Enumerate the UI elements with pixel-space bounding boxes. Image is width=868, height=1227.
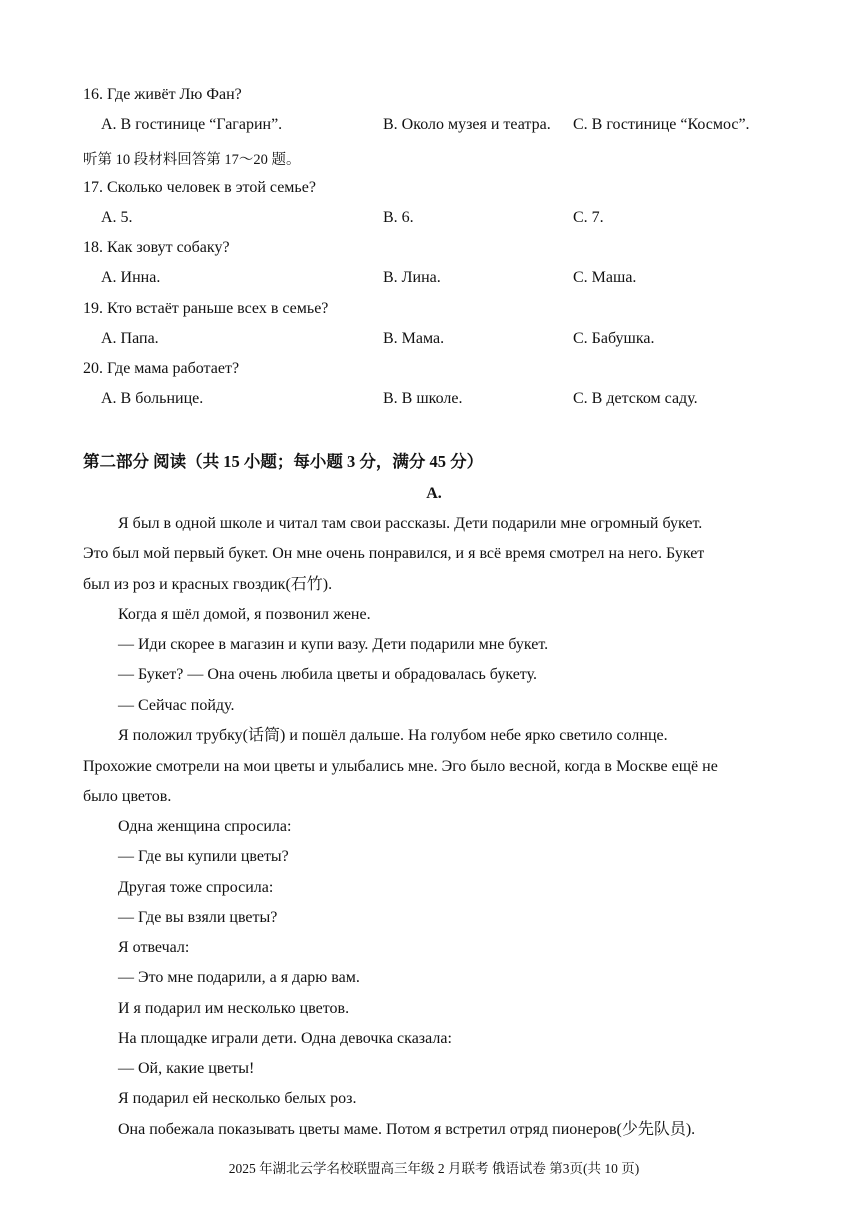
- question-20: 20. Где мама работает?: [83, 360, 240, 377]
- question-17: 17. Сколько человек в этой семье?: [83, 179, 316, 196]
- paragraph-line: — Букет? — Она очень любила цветы и обрадовалась букету.: [118, 666, 537, 683]
- question-19: 19. Кто встаёт раньше всех в семье?: [83, 300, 329, 317]
- paragraph-line: Я положил трубку(话筒) и пошёл дальше. На голубом небе ярко светило солнце.: [118, 727, 668, 744]
- paragraph-line: На площадке играли дети. Одна девочка сказала:: [118, 1030, 452, 1047]
- paragraph-line: И я подарил им несколько цветов.: [118, 1000, 350, 1017]
- text-label: A.: [426, 485, 442, 502]
- q16-option-c: C. В гостинице “Космос”.: [573, 116, 750, 133]
- q16-option-a: A. В гостинице “Гагарин”.: [101, 116, 283, 133]
- paragraph-line: — Иди скорее в магазин и купи вазу. Дети подарили мне букет.: [118, 636, 549, 653]
- q19-option-b: B. Мама.: [383, 330, 445, 347]
- paragraph-line: Я был в одной школе и читал там свои рассказы. Дети подарили мне огромный букет.: [118, 515, 703, 532]
- q18-option-c: C. Маша.: [573, 269, 637, 286]
- listening-instruction: 听第 10 段材料回答第 17～20 题。: [83, 152, 301, 168]
- paragraph-line: — Сейчас пойду.: [118, 697, 235, 714]
- q17-option-b: B. 6.: [383, 209, 414, 226]
- q17-option-a: A. 5.: [101, 209, 133, 226]
- paragraph-line: — Где вы взяли цветы?: [118, 909, 278, 926]
- page-footer: 2025 年湖北云学名校联盟高三年级 2 月联考 俄语试卷 第3页(共 10 页): [228, 1161, 640, 1176]
- question-16: 16. Где живёт Лю Фан?: [83, 86, 242, 103]
- paragraph-line: Это был мой первый букет. Он мне очень понравился, и я всё время смотрел на него. Букет: [83, 545, 705, 562]
- paragraph-line: Когда я шёл домой, я позвонил жене.: [118, 606, 371, 623]
- section-title: 第二部分 阅读（共 15 小题；每小题 3 分，满分 45 分）: [83, 452, 484, 471]
- paragraph-line: — Ой, какие цветы!: [118, 1060, 255, 1077]
- paragraph-line: Я отвечал:: [118, 939, 190, 956]
- q20-option-b: B. В школе.: [383, 390, 463, 407]
- paragraph-line: было цветов.: [83, 788, 172, 805]
- q20-option-a: A. В больнице.: [101, 390, 204, 407]
- paragraph-line: — Это мне подарили, а я дарю вам.: [118, 969, 360, 986]
- q18-option-a: A. Инна.: [101, 269, 161, 286]
- paragraph-line: — Где вы купили цветы?: [118, 848, 289, 865]
- q18-option-b: B. Лина.: [383, 269, 441, 286]
- paragraph-line: Я подарил ей несколько белых роз.: [118, 1090, 357, 1107]
- q16-option-b: B. Около музея и театра.: [383, 116, 551, 133]
- question-18: 18. Как зовут собаку?: [83, 239, 230, 256]
- q19-option-a: A. Папа.: [101, 330, 159, 347]
- paragraph-line: Одна женщина спросила:: [118, 818, 292, 835]
- q19-option-c: C. Бабушка.: [573, 330, 655, 347]
- paragraph-line: был из роз и красных гвоздик(石竹).: [83, 576, 333, 593]
- paragraph-line: Прохожие смотрели на мои цветы и улыбались мне. Эго было весной, когда в Москве ещё не: [83, 758, 718, 775]
- paragraph-line: Другая тоже спросила:: [118, 879, 274, 896]
- paragraph-line: Она побежала показывать цветы маме. Потом я встретил отряд пионеров(少先队员).: [118, 1121, 696, 1138]
- q17-option-c: C. 7.: [573, 209, 604, 226]
- q20-option-c: C. В детском саду.: [573, 390, 698, 407]
